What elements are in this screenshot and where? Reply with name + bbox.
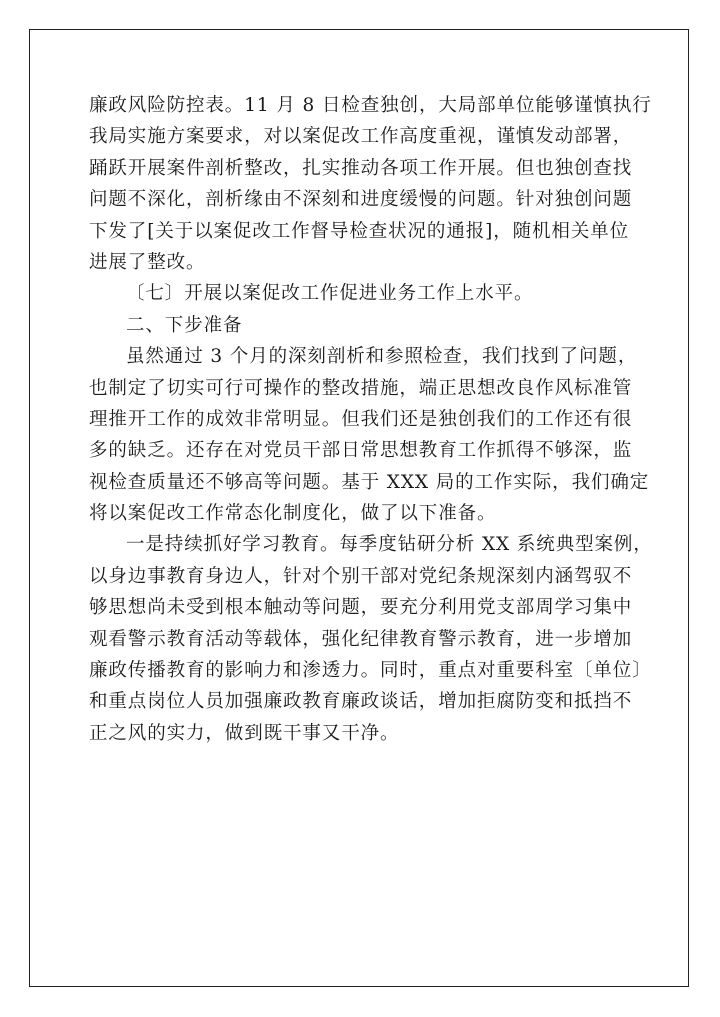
text-line-19: 廉政传播教育的影响力和渗透力。同时，重点对重要科室〔单位〕 [89, 660, 652, 682]
text-line-13: 视检查质量还不够高等问题。基于 XXX 局的工作实际，我们确定 [89, 471, 650, 493]
text-line-14: 将以案促改工作常态化制度化，做了以下准备。 [89, 503, 497, 525]
text-line-4: 问题不深化，剖析缘由不深刻和进度缓慢的问题。针对独创问题 [89, 189, 633, 211]
text-line-17: 够思想尚未受到根本触动等问题，要充分利用党支部周学习集中 [89, 597, 633, 619]
text-line-3: 踊跃开展案件剖析整改，扎实推动各项工作开展。但也独创查找 [89, 157, 633, 179]
text-line-16: 以身边事教育身边人，针对个别干部对党纪条规深刻内涵驾驭不 [89, 565, 633, 587]
text-line-5: 下发了[关于以案促改工作督导检查状况的通报]，随机相关单位 [89, 220, 630, 242]
text-line-1: 廉政风险防控表。11 月 8 日检查独创，大局部单位能够谨慎执行 [89, 95, 652, 116]
text-line-12: 多的缺乏。还存在对党员干部日常思想教育工作抓得不够深，监 [89, 440, 633, 462]
text-line-11: 理推开工作的成效非常明显。但我们还是独创我们的工作还有很 [89, 408, 633, 430]
text-line-20: 和重点岗位人员加强廉政教育廉政谈话，增加拒腐防变和抵挡不 [89, 691, 633, 713]
text-line-18: 观看警示教育活动等载体，强化纪律教育警示教育，进一步增加 [89, 628, 633, 650]
text-line-2: 我局实施方案要求，对以案促改工作高度重视，谨慎发动部署， [89, 126, 633, 148]
section-heading-next-steps: 二、下步准备 [126, 314, 243, 336]
text-line-9: 虽然通过 3 个月的深刻剖析和参照检查，我们找到了问题， [126, 346, 638, 368]
text-line-21: 正之风的实力，做到既干事又干净。 [89, 722, 400, 744]
text-line-6: 进展了整改。 [89, 251, 206, 273]
document-body [89, 90, 663, 749]
section-heading-seven: 〔七〕开展以案促改工作促进业务工作上水平。 [126, 283, 534, 305]
text-line-15: 一是持续抓好学习教育。每季度钻研分析 XX 系统典型案例， [126, 534, 653, 556]
text-line-10: 也制定了切实可行可操作的整改措施，端正思想改良作风标准管 [89, 377, 633, 399]
